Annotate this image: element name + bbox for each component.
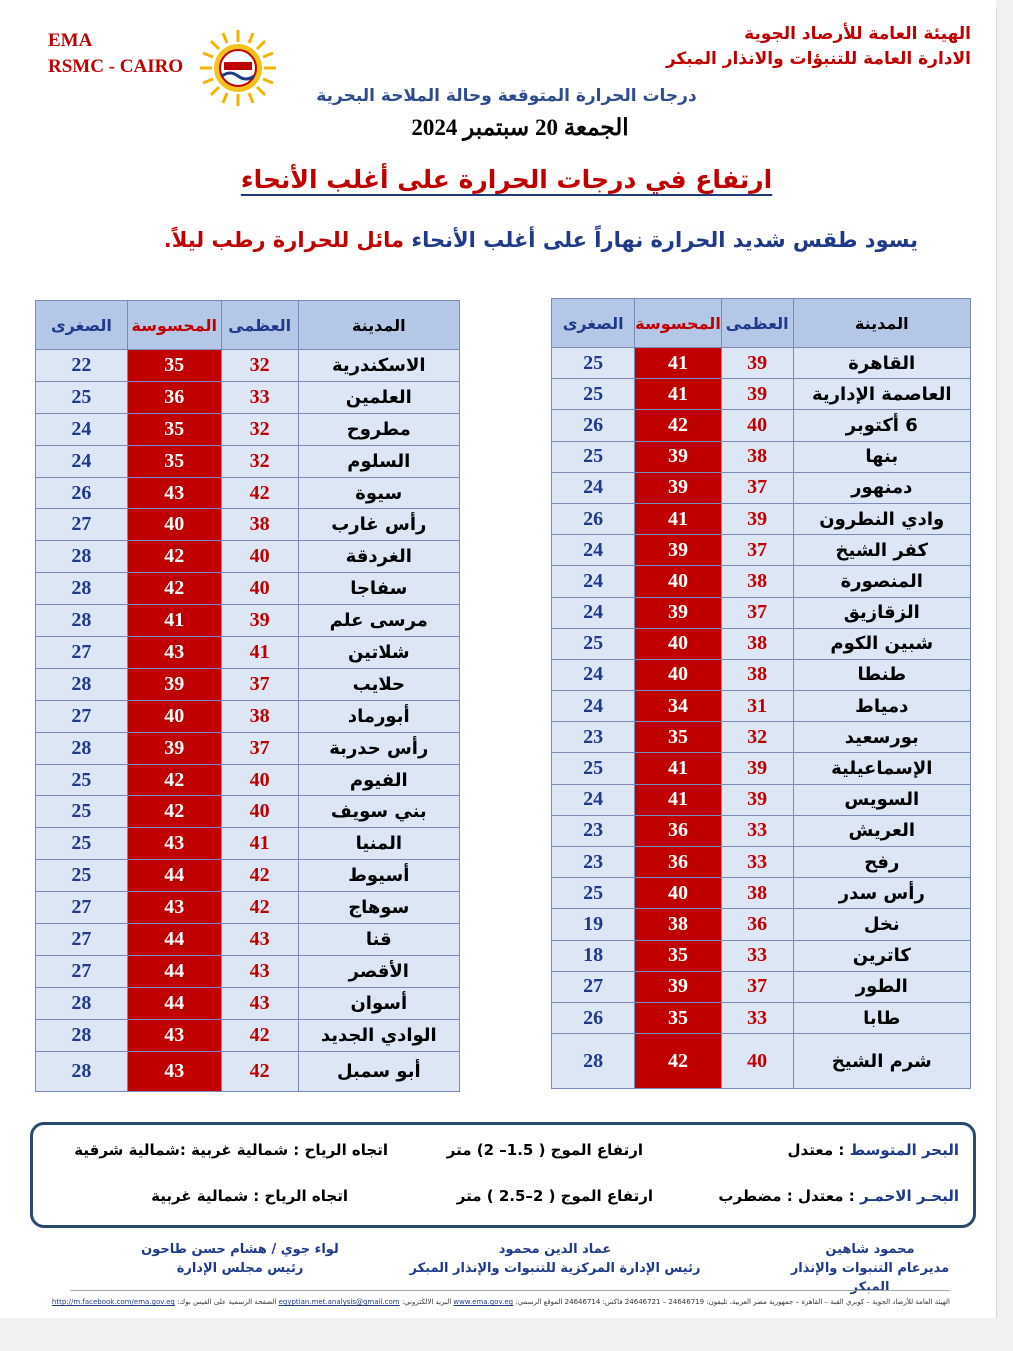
feels-like-cell: 35 bbox=[635, 940, 722, 971]
min-temp-cell: 28 bbox=[36, 541, 128, 573]
max-temp-cell: 41 bbox=[221, 637, 298, 669]
city-cell: أسيوط bbox=[298, 860, 459, 892]
table-row bbox=[36, 668, 460, 700]
min-temp-cell: 24 bbox=[36, 413, 128, 445]
min-temp-cell: 24 bbox=[552, 597, 635, 628]
feels-like-cell: 35 bbox=[127, 413, 221, 445]
max-temp-cell: 32 bbox=[221, 445, 298, 477]
cities-table-right bbox=[551, 298, 971, 1089]
feels-like-cell: 42 bbox=[635, 1034, 722, 1089]
city-cell: سفاجا bbox=[298, 573, 459, 605]
city-cell: شرم الشيخ bbox=[793, 1034, 970, 1089]
table-row bbox=[36, 637, 460, 669]
min-temp-cell: 24 bbox=[552, 659, 635, 690]
min-temp-cell: 25 bbox=[552, 628, 635, 659]
city-cell: نخل bbox=[793, 909, 970, 940]
right-margin-strip bbox=[996, 0, 1013, 1351]
max-temp-cell: 37 bbox=[721, 971, 793, 1002]
city-cell: كفر الشيخ bbox=[793, 535, 970, 566]
col-header-max: العظمى bbox=[721, 299, 793, 348]
table-row bbox=[552, 753, 971, 784]
feels-like-cell: 39 bbox=[127, 668, 221, 700]
table-row bbox=[552, 940, 971, 971]
table-row bbox=[552, 441, 971, 472]
signature-block-1 bbox=[770, 1240, 970, 1297]
min-temp-cell: 27 bbox=[36, 509, 128, 541]
signature-name: عماد الدين محمود bbox=[498, 1242, 612, 1257]
min-temp-cell: 27 bbox=[552, 971, 635, 1002]
city-cell: العريش bbox=[793, 815, 970, 846]
city-cell: السويس bbox=[793, 784, 970, 815]
city-cell: القاهرة bbox=[793, 348, 970, 379]
max-temp-cell: 43 bbox=[221, 924, 298, 956]
city-cell: أبو سمبل bbox=[298, 1051, 459, 1091]
city-cell: سيوة bbox=[298, 477, 459, 509]
min-temp-cell: 28 bbox=[36, 1019, 128, 1051]
cities-table-left bbox=[35, 300, 460, 1092]
max-temp-cell: 39 bbox=[721, 503, 793, 534]
min-temp-cell: 25 bbox=[36, 860, 128, 892]
table-row bbox=[36, 445, 460, 477]
min-temp-cell: 25 bbox=[36, 828, 128, 860]
max-temp-cell: 43 bbox=[221, 955, 298, 987]
col-header-min: الصغرى bbox=[552, 299, 635, 348]
city-cell: الزقازيق bbox=[793, 597, 970, 628]
signature-block-2 bbox=[405, 1240, 705, 1278]
city-cell: طابا bbox=[793, 1002, 970, 1033]
table-row bbox=[36, 987, 460, 1019]
feels-like-cell: 39 bbox=[635, 441, 722, 472]
feels-like-cell: 43 bbox=[127, 1019, 221, 1051]
organization-name bbox=[666, 22, 971, 72]
max-temp-cell: 38 bbox=[721, 659, 793, 690]
signature-block-3 bbox=[120, 1240, 360, 1278]
city-cell: مرسى علم bbox=[298, 605, 459, 637]
min-temp-cell: 26 bbox=[552, 410, 635, 441]
med-sea-state: : معتدل bbox=[787, 1141, 845, 1159]
table-row bbox=[36, 955, 460, 987]
feels-like-cell: 41 bbox=[127, 605, 221, 637]
footer-site-link[interactable]: www.ema.gov.eg bbox=[453, 1298, 514, 1306]
city-cell: أبورماد bbox=[298, 700, 459, 732]
col-header-min: الصغرى bbox=[36, 301, 128, 350]
col-header-max: العظمى bbox=[221, 301, 298, 350]
min-temp-cell: 28 bbox=[36, 1051, 128, 1091]
min-temp-cell: 26 bbox=[552, 1002, 635, 1033]
table-row bbox=[36, 381, 460, 413]
feels-like-cell: 42 bbox=[127, 541, 221, 573]
feels-like-cell: 44 bbox=[127, 924, 221, 956]
table-row bbox=[552, 847, 971, 878]
desc-day: يسود طقس شديد الحرارة نهاراً على أغلب الأنحاء bbox=[411, 228, 918, 252]
table-row bbox=[36, 477, 460, 509]
table-row bbox=[552, 628, 971, 659]
max-temp-cell: 38 bbox=[221, 700, 298, 732]
feels-like-cell: 43 bbox=[127, 637, 221, 669]
footer-fb-label: الصفحة الرسمية على الفيس بوك: bbox=[177, 1298, 277, 1306]
city-cell: الفيوم bbox=[298, 764, 459, 796]
min-temp-cell: 27 bbox=[36, 924, 128, 956]
table-row bbox=[552, 410, 971, 441]
table-row bbox=[36, 509, 460, 541]
table-row bbox=[552, 815, 971, 846]
feels-like-cell: 34 bbox=[635, 691, 722, 722]
min-temp-cell: 24 bbox=[36, 445, 128, 477]
feels-like-cell: 39 bbox=[635, 535, 722, 566]
min-temp-cell: 28 bbox=[36, 668, 128, 700]
min-temp-cell: 25 bbox=[552, 878, 635, 909]
table-row bbox=[36, 541, 460, 573]
signature-name: محمود شاهين bbox=[825, 1242, 915, 1257]
max-temp-cell: 39 bbox=[721, 379, 793, 410]
min-temp-cell: 28 bbox=[36, 573, 128, 605]
max-temp-cell: 39 bbox=[721, 348, 793, 379]
table-row bbox=[36, 700, 460, 732]
table-row bbox=[36, 1051, 460, 1091]
table-row bbox=[36, 924, 460, 956]
min-temp-cell: 27 bbox=[36, 700, 128, 732]
max-temp-cell: 40 bbox=[721, 1034, 793, 1089]
min-temp-cell: 22 bbox=[36, 350, 128, 382]
signature-name: لواء جوي / هشام حسن طاحون bbox=[141, 1242, 339, 1257]
max-temp-cell: 33 bbox=[721, 847, 793, 878]
feels-like-cell: 36 bbox=[127, 381, 221, 413]
min-temp-cell: 26 bbox=[552, 503, 635, 534]
city-cell: رأس غارب bbox=[298, 509, 459, 541]
med-sea-label: البحر المتوسط bbox=[849, 1141, 959, 1159]
min-temp-cell: 24 bbox=[552, 566, 635, 597]
red-sea-status bbox=[718, 1187, 959, 1205]
max-temp-cell: 42 bbox=[221, 1019, 298, 1051]
feels-like-cell: 40 bbox=[635, 878, 722, 909]
max-temp-cell: 41 bbox=[221, 828, 298, 860]
city-cell: طنطا bbox=[793, 659, 970, 690]
max-temp-cell: 39 bbox=[221, 605, 298, 637]
max-temp-cell: 36 bbox=[721, 909, 793, 940]
min-temp-cell: 18 bbox=[552, 940, 635, 971]
feels-like-cell: 40 bbox=[635, 628, 722, 659]
table-row bbox=[552, 909, 971, 940]
min-temp-cell: 28 bbox=[36, 732, 128, 764]
city-cell: بنها bbox=[793, 441, 970, 472]
city-cell: شبين الكوم bbox=[793, 628, 970, 659]
min-temp-cell: 24 bbox=[552, 535, 635, 566]
feels-like-cell: 41 bbox=[635, 379, 722, 410]
max-temp-cell: 39 bbox=[721, 784, 793, 815]
city-cell: المنيا bbox=[298, 828, 459, 860]
feels-like-cell: 40 bbox=[635, 566, 722, 597]
min-temp-cell: 23 bbox=[552, 815, 635, 846]
city-cell: الوادي الجديد bbox=[298, 1019, 459, 1051]
feels-like-cell: 43 bbox=[127, 1051, 221, 1091]
max-temp-cell: 38 bbox=[721, 878, 793, 909]
feels-like-cell: 42 bbox=[127, 796, 221, 828]
feels-like-cell: 36 bbox=[635, 847, 722, 878]
feels-like-cell: 44 bbox=[127, 987, 221, 1019]
med-sea-wind: اتجاه الرياح : شمالية غربية :شمالية شرقية bbox=[74, 1141, 388, 1159]
max-temp-cell: 42 bbox=[221, 860, 298, 892]
city-cell: المنصورة bbox=[793, 566, 970, 597]
max-temp-cell: 32 bbox=[221, 350, 298, 382]
max-temp-cell: 40 bbox=[221, 573, 298, 605]
city-cell: السلوم bbox=[298, 445, 459, 477]
feels-like-cell: 43 bbox=[127, 477, 221, 509]
feels-like-cell: 38 bbox=[635, 909, 722, 940]
col-header-feels-like: المحسوسة bbox=[127, 301, 221, 350]
city-cell: 6 أكتوبر bbox=[793, 410, 970, 441]
feels-like-cell: 39 bbox=[127, 732, 221, 764]
max-temp-cell: 33 bbox=[721, 815, 793, 846]
min-temp-cell: 25 bbox=[36, 796, 128, 828]
max-temp-cell: 37 bbox=[721, 535, 793, 566]
min-temp-cell: 25 bbox=[36, 764, 128, 796]
min-temp-cell: 26 bbox=[36, 477, 128, 509]
org-line1: الهيئة العامة للأرصاد الجوية bbox=[744, 24, 971, 44]
feels-like-cell: 41 bbox=[635, 753, 722, 784]
feels-like-cell: 35 bbox=[635, 1002, 722, 1033]
ema-line2: RSMC - CAIRO bbox=[48, 56, 184, 77]
city-cell: كاترين bbox=[793, 940, 970, 971]
footer-divider bbox=[70, 1290, 950, 1291]
footer-address: الهيئة العامة للأرصاد الجوية – كوبري القبة – القاهرة – جمهورية مصر العربية، تليفون: 24646719 – 24646721 فاكس: 24646714 الموقع الرسمي: bbox=[515, 1298, 950, 1306]
footer-facebook-link[interactable]: http://m.facebook.com/ema.gov.eg bbox=[51, 1298, 175, 1306]
table-row bbox=[552, 503, 971, 534]
min-temp-cell: 19 bbox=[552, 909, 635, 940]
footer-contact bbox=[51, 1298, 950, 1306]
city-cell: العاصمة الإدارية bbox=[793, 379, 970, 410]
table-row bbox=[552, 535, 971, 566]
min-temp-cell: 27 bbox=[36, 955, 128, 987]
min-temp-cell: 25 bbox=[552, 348, 635, 379]
table-row bbox=[552, 1002, 971, 1033]
city-cell: شلاتين bbox=[298, 637, 459, 669]
red-sea-label: البحـر الاحمـر bbox=[859, 1187, 959, 1205]
min-temp-cell: 27 bbox=[36, 892, 128, 924]
table-row bbox=[36, 828, 460, 860]
feels-like-cell: 39 bbox=[635, 597, 722, 628]
table-row bbox=[36, 796, 460, 828]
table-row bbox=[552, 722, 971, 753]
city-cell: الطور bbox=[793, 971, 970, 1002]
table-row bbox=[36, 732, 460, 764]
min-temp-cell: 23 bbox=[552, 847, 635, 878]
table-row bbox=[552, 566, 971, 597]
feels-like-cell: 39 bbox=[635, 971, 722, 1002]
min-temp-cell: 24 bbox=[552, 784, 635, 815]
min-temp-cell: 27 bbox=[36, 637, 128, 669]
max-temp-cell: 42 bbox=[221, 892, 298, 924]
feels-like-cell: 35 bbox=[127, 350, 221, 382]
min-temp-cell: 24 bbox=[552, 691, 635, 722]
city-cell: حلايب bbox=[298, 668, 459, 700]
max-temp-cell: 42 bbox=[221, 477, 298, 509]
city-cell: دمنهور bbox=[793, 472, 970, 503]
max-temp-cell: 33 bbox=[721, 940, 793, 971]
feels-like-cell: 39 bbox=[635, 472, 722, 503]
max-temp-cell: 37 bbox=[221, 732, 298, 764]
table-row bbox=[552, 691, 971, 722]
feels-like-cell: 42 bbox=[635, 410, 722, 441]
city-cell: الإسماعيلية bbox=[793, 753, 970, 784]
marine-conditions-box bbox=[30, 1122, 976, 1228]
min-temp-cell: 25 bbox=[552, 379, 635, 410]
ema-line1: EMA bbox=[48, 30, 93, 51]
city-cell: مطروح bbox=[298, 413, 459, 445]
feels-like-cell: 41 bbox=[635, 784, 722, 815]
table-row bbox=[552, 971, 971, 1002]
feels-like-cell: 44 bbox=[127, 955, 221, 987]
table-row bbox=[552, 379, 971, 410]
city-cell: العلمين bbox=[298, 381, 459, 413]
table-row bbox=[552, 1034, 971, 1089]
max-temp-cell: 43 bbox=[221, 987, 298, 1019]
table-row bbox=[552, 472, 971, 503]
bottom-margin-strip bbox=[0, 1318, 1013, 1351]
feels-like-cell: 42 bbox=[127, 573, 221, 605]
city-cell: وادي النطرون bbox=[793, 503, 970, 534]
feels-like-cell: 40 bbox=[127, 700, 221, 732]
table-row bbox=[36, 1019, 460, 1051]
table-row bbox=[36, 892, 460, 924]
max-temp-cell: 40 bbox=[221, 541, 298, 573]
city-cell: رفح bbox=[793, 847, 970, 878]
feels-like-cell: 42 bbox=[127, 764, 221, 796]
headline bbox=[0, 165, 1013, 194]
max-temp-cell: 38 bbox=[721, 441, 793, 472]
min-temp-cell: 28 bbox=[36, 605, 128, 637]
max-temp-cell: 33 bbox=[221, 381, 298, 413]
city-cell: دمياط bbox=[793, 691, 970, 722]
red-sea-wave: ارتفاع الموج ( 2–2.5 ) متر bbox=[456, 1187, 653, 1205]
col-header-feels-like: المحسوسة bbox=[635, 299, 722, 348]
ema-code bbox=[48, 28, 183, 80]
table-row bbox=[36, 350, 460, 382]
max-temp-cell: 37 bbox=[721, 597, 793, 628]
max-temp-cell: 42 bbox=[221, 1051, 298, 1091]
feels-like-cell: 43 bbox=[127, 892, 221, 924]
table-row bbox=[36, 764, 460, 796]
footer-email-link[interactable]: egyptian.met.analysis@gmail.com bbox=[278, 1298, 400, 1306]
min-temp-cell: 23 bbox=[552, 722, 635, 753]
feels-like-cell: 43 bbox=[127, 828, 221, 860]
weather-description bbox=[164, 228, 918, 252]
table-row bbox=[36, 413, 460, 445]
feels-like-cell: 44 bbox=[127, 860, 221, 892]
feels-like-cell: 36 bbox=[635, 815, 722, 846]
bulletin-date: الجمعة 20 سبتمبر 2024 bbox=[411, 115, 629, 140]
city-cell: الأقصر bbox=[298, 955, 459, 987]
col-header-city: المدينة bbox=[298, 301, 459, 350]
med-sea-wave: ارتفاع الموج ( 1.5– 2) متر bbox=[446, 1141, 643, 1159]
feels-like-cell: 40 bbox=[127, 509, 221, 541]
max-temp-cell: 40 bbox=[721, 410, 793, 441]
table-row bbox=[552, 784, 971, 815]
max-temp-cell: 31 bbox=[721, 691, 793, 722]
feels-like-cell: 41 bbox=[635, 348, 722, 379]
med-sea-status bbox=[788, 1141, 959, 1159]
city-cell: بني سويف bbox=[298, 796, 459, 828]
max-temp-cell: 38 bbox=[721, 628, 793, 659]
city-cell: سوهاج bbox=[298, 892, 459, 924]
max-temp-cell: 37 bbox=[721, 472, 793, 503]
col-header-city: المدينة bbox=[793, 299, 970, 348]
city-cell: بورسعيد bbox=[793, 722, 970, 753]
table-row bbox=[36, 573, 460, 605]
max-temp-cell: 37 bbox=[221, 668, 298, 700]
city-cell: الاسكندرية bbox=[298, 350, 459, 382]
feels-like-cell: 35 bbox=[127, 445, 221, 477]
footer-email-label: البريد الالكتروني: bbox=[401, 1298, 452, 1306]
red-sea-state: : معتدل : مضطرب bbox=[718, 1187, 855, 1205]
max-temp-cell: 33 bbox=[721, 1002, 793, 1033]
min-temp-cell: 25 bbox=[36, 381, 128, 413]
min-temp-cell: 25 bbox=[552, 441, 635, 472]
red-sea-wind: اتجاه الرياح : شمالية غربية bbox=[151, 1187, 348, 1205]
table-row bbox=[552, 348, 971, 379]
min-temp-cell: 24 bbox=[552, 472, 635, 503]
signature-title: رئيس مجلس الإدارة bbox=[176, 1261, 304, 1276]
min-temp-cell: 25 bbox=[552, 753, 635, 784]
max-temp-cell: 38 bbox=[221, 509, 298, 541]
feels-like-cell: 40 bbox=[635, 659, 722, 690]
headline-text: ارتفاع في درجات الحرارة على أغلب الأنحاء bbox=[240, 165, 773, 194]
table-row bbox=[36, 860, 460, 892]
max-temp-cell: 32 bbox=[221, 413, 298, 445]
max-temp-cell: 32 bbox=[721, 722, 793, 753]
table-row bbox=[552, 597, 971, 628]
table-row bbox=[552, 878, 971, 909]
table-row bbox=[36, 605, 460, 637]
signature-title: مديرعام التنبوات والإنذار المبكر bbox=[790, 1261, 950, 1295]
city-cell: قنا bbox=[298, 924, 459, 956]
feels-like-cell: 41 bbox=[635, 503, 722, 534]
min-temp-cell: 28 bbox=[36, 987, 128, 1019]
desc-night: مائل للحرارة رطب ليلاً. bbox=[163, 228, 405, 252]
max-temp-cell: 40 bbox=[221, 764, 298, 796]
signature-title: رئيس الإدارة المركزية للتنبوات والإنذار المبكر bbox=[409, 1261, 701, 1276]
city-cell: رأس سدر bbox=[793, 878, 970, 909]
bulletin-subtitle: درجات الحرارة المتوقعة وحالة الملاحة البحرية bbox=[316, 86, 697, 106]
max-temp-cell: 39 bbox=[721, 753, 793, 784]
max-temp-cell: 40 bbox=[221, 796, 298, 828]
table-row bbox=[552, 659, 971, 690]
feels-like-cell: 35 bbox=[635, 722, 722, 753]
city-cell: الغردقة bbox=[298, 541, 459, 573]
city-cell: رأس حدربة bbox=[298, 732, 459, 764]
min-temp-cell: 28 bbox=[552, 1034, 635, 1089]
org-line2: الادارة العامة للتنبؤات والانذار المبكر bbox=[665, 49, 971, 69]
city-cell: أسوان bbox=[298, 987, 459, 1019]
max-temp-cell: 38 bbox=[721, 566, 793, 597]
